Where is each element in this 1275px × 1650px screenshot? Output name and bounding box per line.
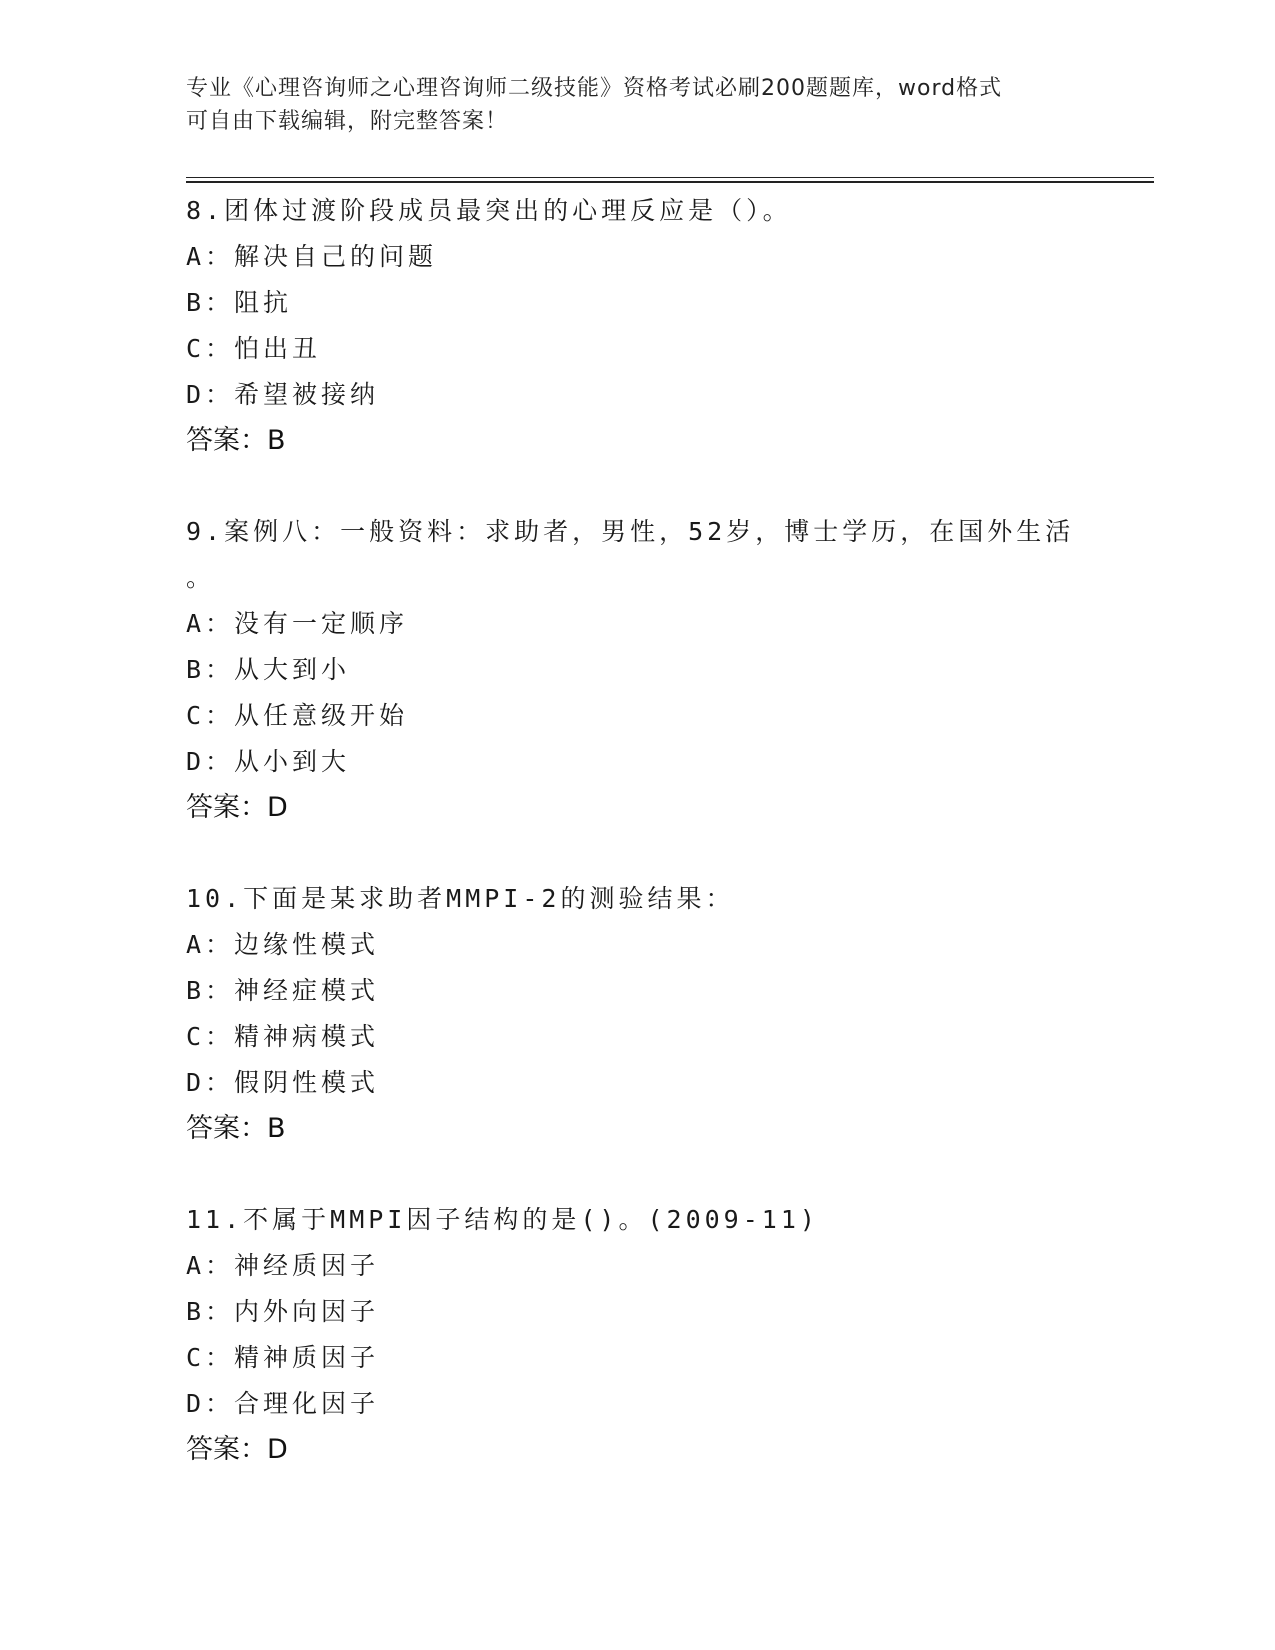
question-stem: 8.团体过渡阶段成员最突出的心理反应是（）。 [186,196,792,225]
question-11 [186,1197,1086,1473]
header-line-1: 专业《心理咨询师之心理咨询师二级技能》资格考试必刷200题题库，word格式 [186,76,1003,101]
header-divider-thick [186,181,1154,183]
question-9 [186,509,1086,831]
option-d: D：假阴性模式 [186,1068,380,1097]
option-d: D：希望被接纳 [186,380,380,409]
option-d: D：合理化因子 [186,1389,380,1418]
option-c: C：怕出丑 [186,334,322,363]
answer-label: 答案：D [186,792,288,823]
option-b: B：神经症模式 [186,976,380,1005]
document-header [186,72,1086,138]
question-stem: 9.案例八：一般资料：求助者，男性，52岁，博士学历，在国外生活 [186,517,1075,546]
header-divider-thin [186,177,1154,178]
option-c: C：从任意级开始 [186,701,409,730]
option-b: B：阻抗 [186,288,293,317]
answer-label: 答案：B [186,1113,286,1144]
question-stem: 11.不属于MMPI因子结构的是()。(2009-11) [186,1205,819,1234]
option-a: A：边缘性模式 [186,930,380,959]
question-stem-continuation: 。 [186,563,216,592]
option-d: D：从小到大 [186,747,351,776]
question-list [186,188,1086,1473]
option-a: A：解决自己的问题 [186,242,438,271]
header-line-2: 可自由下载编辑，附完整答案！ [186,109,509,134]
option-b: B：内外向因子 [186,1297,380,1326]
option-b: B：从大到小 [186,655,351,684]
answer-label: 答案：B [186,425,286,456]
question-stem: 10.下面是某求助者MMPI-2的测验结果： [186,884,735,913]
option-a: A：没有一定顺序 [186,609,409,638]
question-8 [186,188,1086,464]
answer-label: 答案：D [186,1434,288,1465]
question-10 [186,876,1086,1152]
option-c: C：精神病模式 [186,1022,380,1051]
option-a: A：神经质因子 [186,1251,380,1280]
option-c: C：精神质因子 [186,1343,380,1372]
